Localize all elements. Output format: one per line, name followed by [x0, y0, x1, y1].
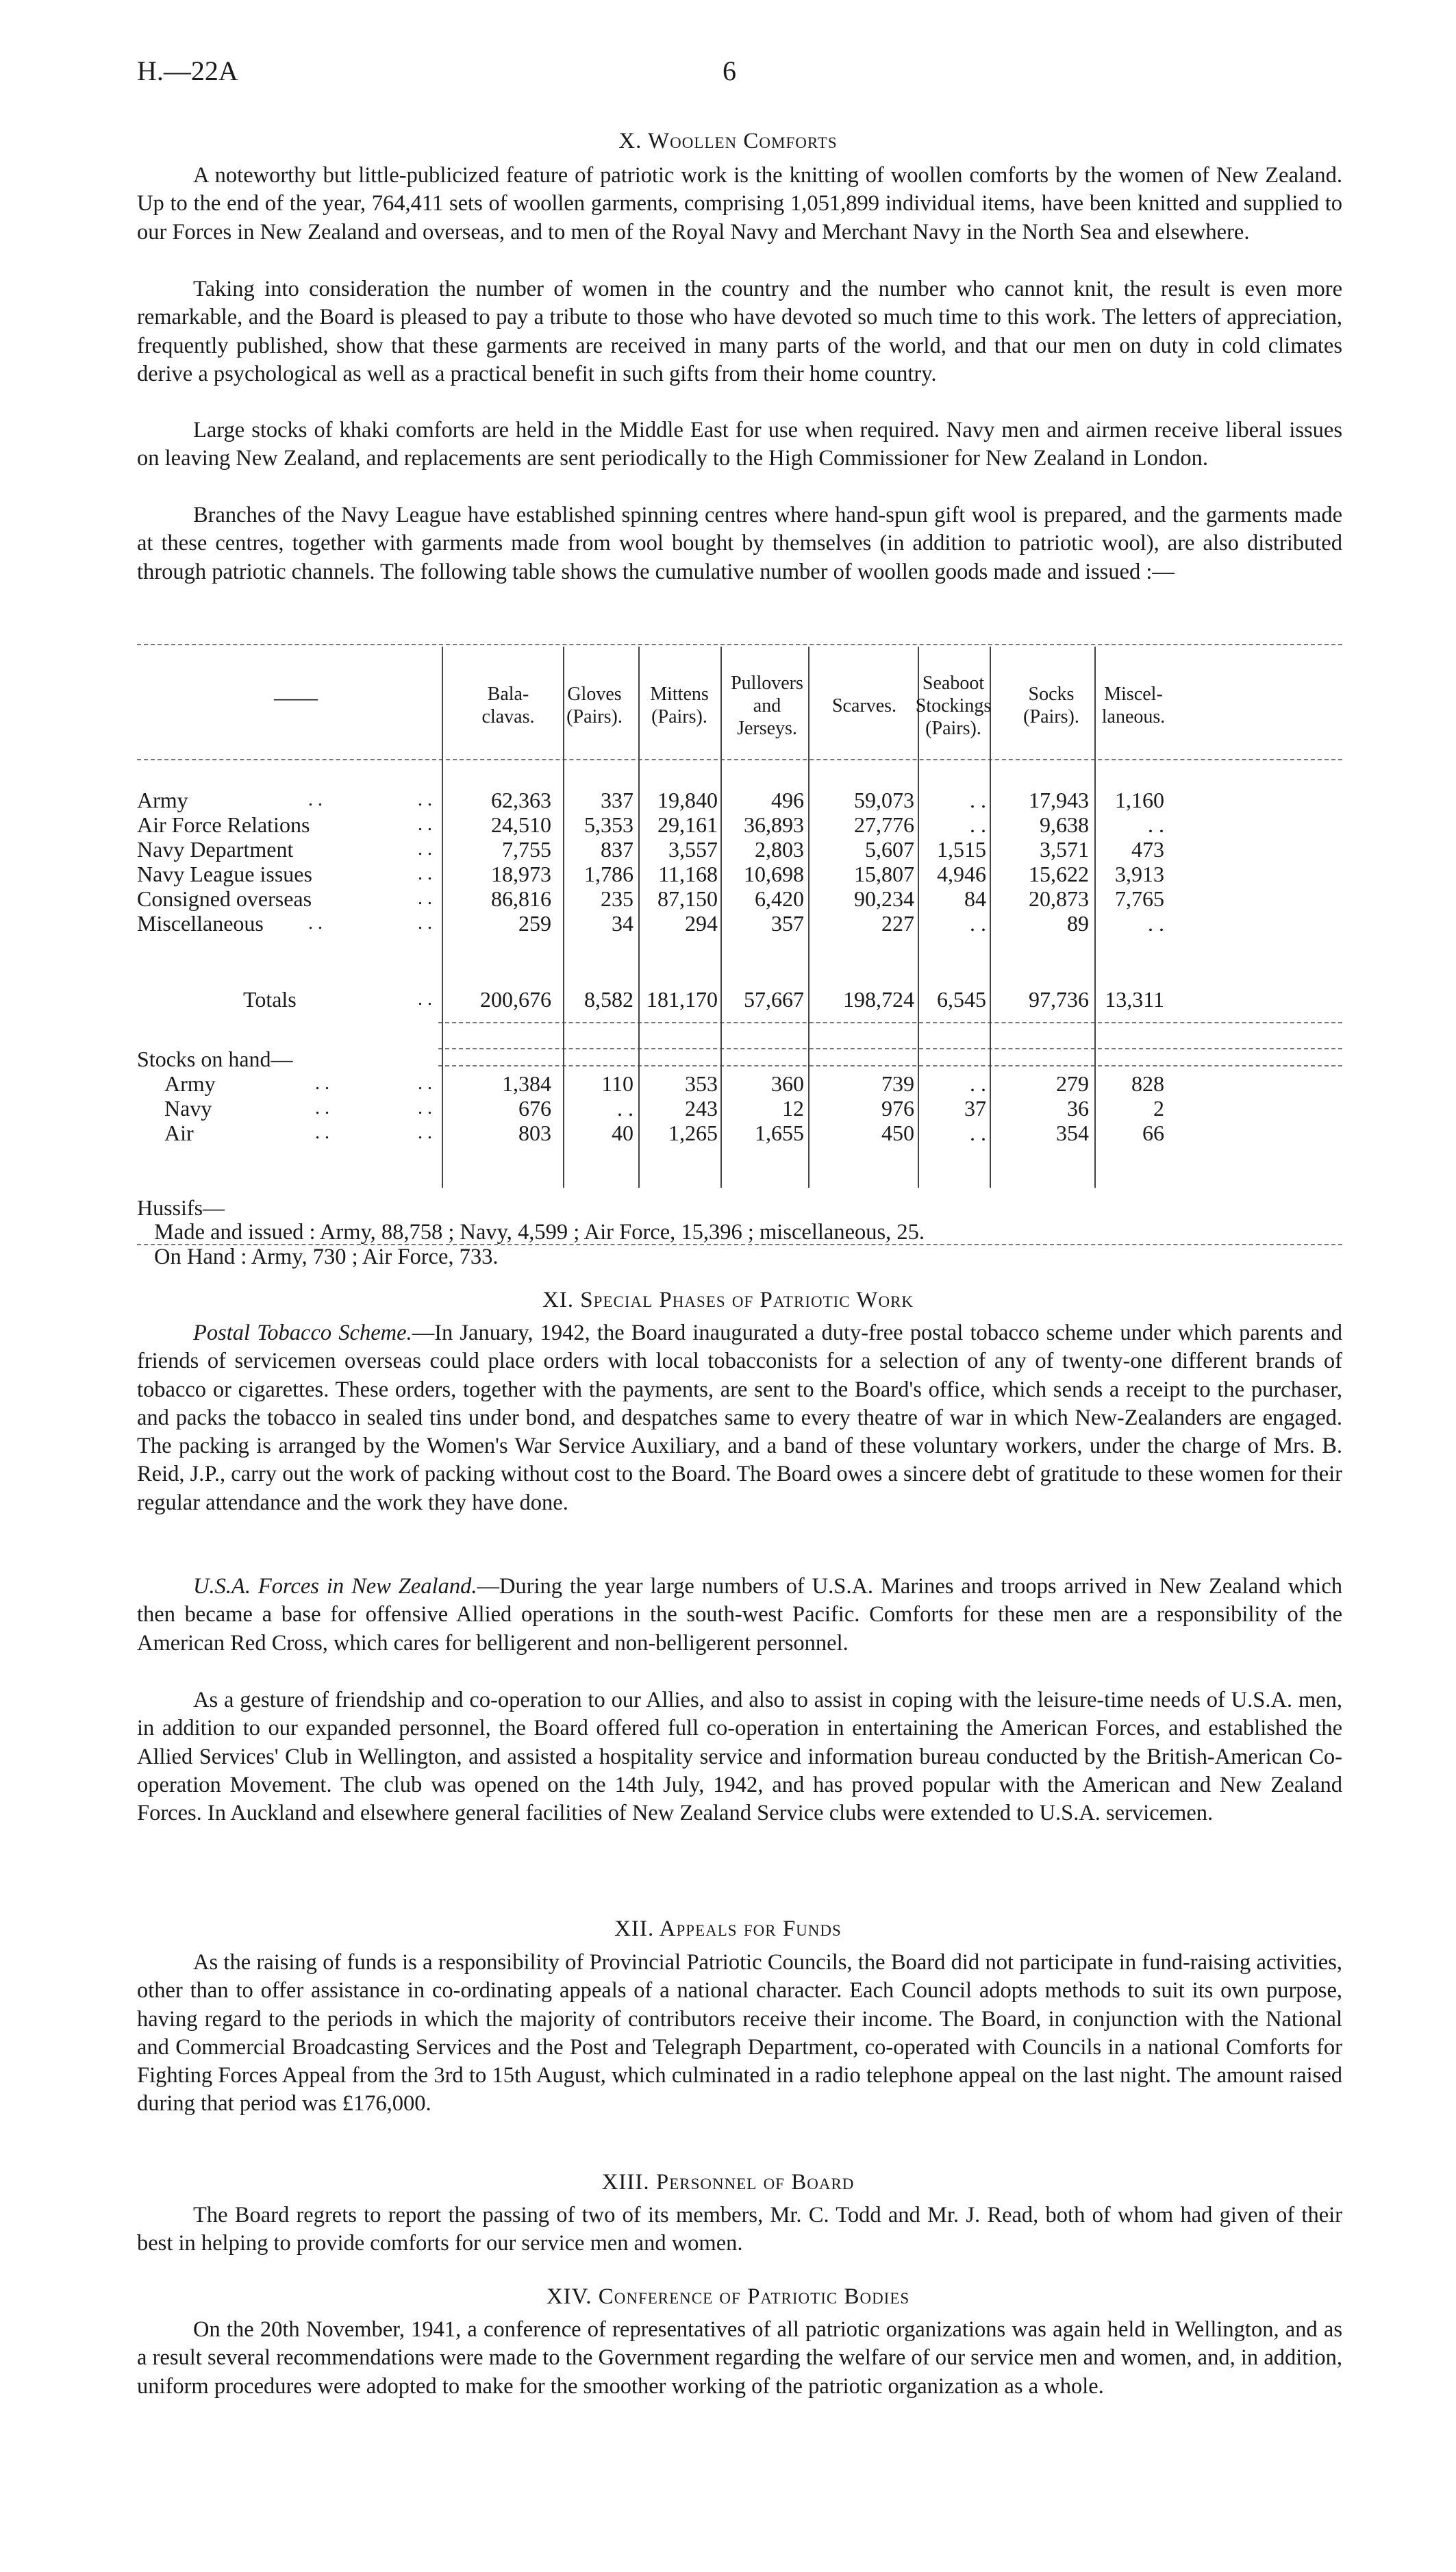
table-cell: 1,384	[502, 1071, 551, 1096]
column-header: Mittens (Pairs).	[650, 684, 709, 727]
table-row-label: Navy League issues	[137, 862, 312, 886]
leader-dots: . .	[418, 1097, 432, 1119]
table-totals-rule	[438, 1065, 1342, 1066]
column-header: Miscel- laneous.	[1101, 684, 1166, 727]
paragraph: Branches of the Navy League have established spinning centres where hand-spun gift wool is prepared, and the garments made at these centres, together with garments made from wool bought by themselves (in addition to patriotic wool), are also distributed through patriotic channels. The following table shows the cumulative number of woollen goods made and issued :—	[137, 503, 1342, 584]
table-cell: 29,161	[657, 812, 718, 837]
table-cell: 803	[518, 1121, 551, 1145]
table-cell: 15,622	[1029, 862, 1089, 886]
paragraph: As the raising of funds is a responsibility of Provincial Patriotic Councils, the Board did not participate in fund-raising activities, other than to offer assistance in co-ordinating appeals of a national character. Each Council adopts methods to suit its own purpose, having regard to the periods in which the majority of contributors receive their income. The Board, in conjunction with the National and Commercial Broadcasting Services and the Post and Telegraph Department, co-operated with Councils in a national Comforts for Fighting Forces Appeal from the 3rd to 15th August, which culminated in a radio telephone appeal on the last night. The amount raised during that period was £176,000.	[137, 1950, 1342, 2117]
table-cell: 353	[685, 1071, 718, 1096]
table-cell: 11,168	[658, 862, 718, 886]
hussifs-heading: Hussifs—	[137, 1195, 225, 1220]
stocks-row-label: Navy	[164, 1096, 212, 1121]
table-cell: 12	[782, 1096, 804, 1121]
table-row-label: Air Force Relations	[137, 812, 310, 837]
leader-dots: . .	[418, 789, 432, 810]
table-cell: 739	[881, 1071, 914, 1096]
table-header-rule	[137, 759, 1342, 760]
totals-label: Totals	[243, 987, 297, 1012]
table-cell: 496	[771, 788, 804, 812]
section-title-appeals: XII. Appeals for Funds	[614, 1916, 842, 1941]
stocks-row-label: Army	[164, 1071, 216, 1096]
table-cell: 227	[881, 911, 914, 936]
leader-dots: . .	[418, 988, 432, 1010]
leader-dots: . .	[418, 863, 432, 884]
table-cell: 354	[1056, 1121, 1089, 1145]
table-cell: 337	[601, 788, 633, 812]
table-cell: . .	[1148, 812, 1164, 837]
table-cell: 360	[771, 1071, 804, 1096]
table-cell: 86,816	[491, 886, 551, 911]
paragraph: Taking into consideration the number of women in the country and the number who cannot knit, the result is even more remarkable, and the Board is pleased to pay a tribute to those who have devoted so much time to this work. The letters of appreciation, frequently published, show that these garments are received in many parts of the world, and that our men on duty in cold climates derive a psychological as well as a practical benefit in such gifts from their home country.	[137, 277, 1342, 386]
table-cell: 62,363	[491, 788, 551, 812]
table-cell: 87,150	[657, 886, 718, 911]
totals-cell: 97,736	[1029, 987, 1089, 1012]
table-cell: 2	[1153, 1096, 1164, 1121]
table-row-label: Consigned overseas	[137, 886, 312, 911]
table-cell: 90,234	[854, 886, 914, 911]
table-cell: 15,807	[854, 862, 914, 886]
paragraph-usa-forces	[137, 1573, 1342, 1658]
totals-cell: 13,311	[1105, 987, 1164, 1012]
table-cell: 9,638	[1040, 812, 1089, 837]
table-cell: 34	[612, 911, 633, 936]
table-cell: . .	[617, 1096, 633, 1121]
table-cell: 3,913	[1115, 862, 1164, 886]
column-divider	[638, 647, 640, 1188]
table-cell: 36,893	[744, 812, 804, 837]
leader-dots: . .	[418, 1122, 432, 1143]
table-cell: 17,943	[1029, 788, 1089, 812]
table-cell: 27,776	[854, 812, 914, 837]
hussifs-made-issued: Made and issued : Army, 88,758 ; Navy, 4,599 ; Air Force, 15,396 ; miscellaneous, 25.	[154, 1220, 925, 1245]
table-totals-rule	[438, 1048, 1342, 1049]
table-cell: 84	[964, 886, 986, 911]
column-divider	[720, 647, 722, 1188]
column-divider	[1094, 647, 1096, 1188]
hussifs-on-hand: On Hand : Army, 730 ; Air Force, 733.	[154, 1245, 499, 1269]
table-cell: 7,765	[1115, 886, 1164, 911]
table-cell: 294	[685, 911, 718, 936]
totals-cell: 8,582	[584, 987, 633, 1012]
table-row-label: Army	[137, 788, 188, 812]
table-cell: 36	[1067, 1096, 1089, 1121]
totals-cell: 6,545	[937, 987, 986, 1012]
table-cell: 259	[518, 911, 551, 936]
table-cell: . .	[970, 911, 986, 936]
table-cell: . .	[970, 1071, 986, 1096]
document-reference: H.—22A	[137, 55, 238, 86]
stocks-row-label: Air	[164, 1121, 194, 1145]
table-cell: 243	[685, 1096, 718, 1121]
paragraph: As a gesture of friendship and co-operation to our Allies, and also to assist in coping with the leisure-time needs of U.S.A. men, in addition to our expanded personnel, the Board offered full co-operation in entertaining the American Forces, and established the Allied Services' Club in Wellington, and assisted a hospitality service and information bureau conducted by the British-American Co-operation Movement. The club was opened on the 14th July, 1942, and has proved popular with the American and New Zealand Forces. In Auckland and elsewhere general facilities of New Zealand Service clubs were extended to U.S.A. servicemen.	[137, 1688, 1342, 1826]
table-cell: 59,073	[854, 788, 914, 812]
table-cell: 3,571	[1040, 837, 1089, 862]
paragraph-lead: U.S.A. Forces in New Zealand.	[193, 1574, 477, 1599]
table-cell: 5,353	[584, 812, 633, 837]
table-cell: 357	[771, 911, 804, 936]
paragraph: On the 20th November, 1941, a conference of representatives of all patriotic organizations was again held in Wellington, and as a result several recommendations were made to the Government regarding the welfare of our service men and women, and, in addition, uniform procedures were adopted to make for the smoother working of the patriotic organization as a whole.	[137, 2317, 1342, 2399]
section-title-special-phases: XI. Special Phases of Patriotic Work	[542, 1288, 914, 1312]
page-number: 6	[723, 55, 736, 86]
table-cell: 1,265	[668, 1121, 718, 1145]
column-header: Gloves (Pairs).	[566, 684, 623, 727]
paragraph-body: —During the year large numbers of U.S.A. Marines and troops arrived in New Zealand which then became a base for offensive Allied operations in the south-west Pacific. Comforts for these men are a responsibility of the American Red Cross, which cares for belligerent and non-belligerent personnel.	[137, 1574, 1342, 1656]
paragraph-lead: Postal Tobacco Scheme.	[193, 1321, 412, 1345]
table-cell: 279	[1056, 1071, 1089, 1096]
leader-dots: . .	[315, 1097, 329, 1119]
table-cell: 5,607	[865, 837, 914, 862]
column-header: Pullovers and Jerseys.	[731, 672, 803, 739]
table-cell: 235	[601, 886, 633, 911]
leader-dots: . .	[308, 789, 323, 810]
table-cell: 4,946	[937, 862, 986, 886]
leader-dots: . .	[418, 814, 432, 835]
paragraph: Large stocks of khaki comforts are held in the Middle East for use when required. Navy men and airmen receive liberal issues on leaving New Zealand, and replacements are sent periodically to the High Commissioner for New Zealand in London.	[137, 418, 1342, 471]
table-cell: . .	[1148, 911, 1164, 936]
column-divider	[918, 647, 919, 1188]
totals-cell: 198,724	[843, 987, 914, 1012]
table-cell: 19,840	[657, 788, 718, 812]
leader-dots: . .	[308, 912, 323, 934]
leader-dots: . .	[315, 1073, 329, 1094]
column-header: Socks (Pairs).	[1023, 684, 1079, 727]
table-cell: 66	[1142, 1121, 1164, 1145]
column-divider	[442, 647, 443, 1188]
table-cell: 837	[601, 837, 633, 862]
leader-dots: . .	[418, 838, 432, 860]
table-cell: 40	[612, 1121, 633, 1145]
table-cell: 450	[881, 1121, 914, 1145]
table-cell: 828	[1131, 1071, 1164, 1096]
section-title-woollen-comforts: X. Woollen Comforts	[618, 129, 838, 153]
totals-cell: 181,170	[647, 987, 718, 1012]
table-cell: 89	[1067, 911, 1089, 936]
column-divider	[990, 647, 991, 1188]
leader-dots: . .	[418, 1073, 432, 1094]
paragraph-body: —In January, 1942, the Board inaugurated a duty-free postal tobacco scheme under which parents and friends of servicemen overseas could place orders with local tobacconists for a selection of any of twenty-one different brands of tobacco or cigarettes. These orders, together with the payments, are sent to the Board's office, which sends a receipt to the purchaser, and packs the tobacco in sealed tins under bond, and despatches same to every theatre of war in which New-Zealanders are engaged. The packing is arranged by the Women's War Service Auxiliary, and a band of these voluntary workers, under the charge of Mrs. B. Reid, J.P., carry out the work of packing without cost to the Board. The Board owes a sincere debt of gratitude to these women for their regular attendance and the work they have done.	[137, 1321, 1342, 1515]
table-cell: 1,655	[755, 1121, 804, 1145]
table-row-label: Miscellaneous	[137, 911, 264, 936]
leader-dots: . .	[315, 1122, 329, 1143]
section-title-personnel: XIII. Personnel of Board	[601, 2170, 855, 2195]
paragraph: A noteworthy but little-publicized feature of patriotic work is the knitting of woollen comforts by the women of New Zealand. Up to the end of the year, 764,411 sets of woollen garments, comprising 1,051,899 individual items, have been knitted and supplied to our Forces in New Zealand and overseas, and to men of the Royal Navy and Merchant Navy in the North Sea and elsewhere.	[137, 163, 1342, 245]
table-top-rule	[137, 644, 1342, 645]
table-cell: 3,557	[668, 837, 718, 862]
column-header: Scarves.	[831, 695, 897, 716]
section-title-conference: XIV. Conference of Patriotic Bodies	[546, 2284, 910, 2309]
column-header: Bala- clavas.	[481, 684, 535, 727]
leader-dots: . .	[418, 888, 432, 909]
column-divider	[563, 647, 564, 1188]
table-row-label: Navy Department	[137, 837, 294, 862]
table-cell: 20,873	[1029, 886, 1089, 911]
table-cell: 1,160	[1115, 788, 1164, 812]
totals-cell: 200,676	[480, 987, 551, 1012]
table-cell: 10,698	[744, 862, 804, 886]
table-cell: . .	[970, 1121, 986, 1145]
table-totals-rule	[438, 1022, 1342, 1023]
totals-cell: 57,667	[744, 987, 804, 1012]
table-cell: 6,420	[755, 886, 804, 911]
table-cell: 976	[881, 1096, 914, 1121]
leader-dots: . .	[418, 912, 432, 934]
table-cell: 24,510	[491, 812, 551, 837]
stocks-heading: Stocks on hand—	[137, 1047, 293, 1071]
table-cell: 1,515	[937, 837, 986, 862]
table-cell: 110	[601, 1071, 633, 1096]
table-cell: 18,973	[491, 862, 551, 886]
column-header: Seaboot Stockings (Pairs).	[915, 672, 992, 739]
paragraph: The Board regrets to report the passing of two of its members, Mr. C. Todd and Mr. J. Read, both of whom had given of their best in helping to provide comforts for our service men and women.	[137, 2203, 1342, 2256]
column-divider	[808, 647, 809, 1188]
table-cell: 676	[518, 1096, 551, 1121]
paragraph-postal-tobacco	[137, 1319, 1342, 1517]
table-cell: . .	[970, 788, 986, 812]
table-cell: 7,755	[502, 837, 551, 862]
table-cell: 1,786	[584, 862, 633, 886]
table-cell: . .	[970, 812, 986, 837]
blank-column-header: ——	[274, 685, 318, 710]
table-cell: 37	[964, 1096, 986, 1121]
table-cell: 473	[1131, 837, 1164, 862]
table-cell: 2,803	[755, 837, 804, 862]
